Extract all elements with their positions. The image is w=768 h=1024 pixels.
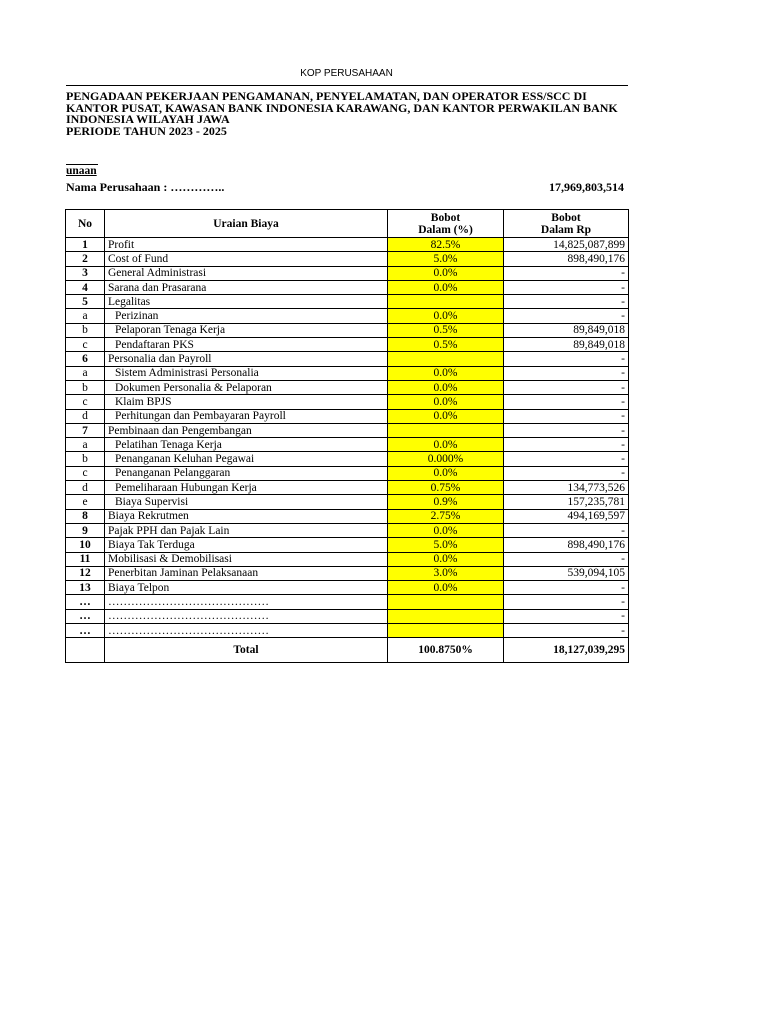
table-row	[66, 438, 629, 452]
row-desc: Sistem Administrasi Personalia	[105, 366, 388, 380]
row-pct	[388, 595, 504, 609]
row-desc: Penanganan Pelanggaran	[105, 466, 388, 480]
row-pct: 0.0%	[388, 280, 504, 294]
total-rp: 18,127,039,295	[504, 638, 629, 663]
table-body	[66, 238, 629, 638]
row-desc: Perizinan	[105, 309, 388, 323]
total-pct: 100.8750%	[388, 638, 504, 663]
row-desc: Pembinaan dan Pengembangan	[105, 423, 388, 437]
row-desc: Pelaporan Tenaga Kerja	[105, 323, 388, 337]
row-pct: 0.0%	[388, 552, 504, 566]
row-no: e	[66, 495, 105, 509]
row-pct: 0.9%	[388, 495, 504, 509]
row-desc: Cost of Fund	[105, 252, 388, 266]
total-no-cell	[66, 638, 105, 663]
row-pct: 0.0%	[388, 409, 504, 423]
row-no: 9	[66, 523, 105, 537]
row-desc: Penerbitan Jaminan Pelaksanaan	[105, 566, 388, 580]
row-rp: 494,169,597	[504, 509, 629, 523]
table-row	[66, 581, 629, 595]
row-pct: 0.75%	[388, 481, 504, 495]
table-row	[66, 509, 629, 523]
row-desc: Profit	[105, 238, 388, 252]
table-row	[66, 552, 629, 566]
table-row	[66, 481, 629, 495]
table-row	[66, 252, 629, 266]
company-label: Nama Perusahaan : …………..	[66, 180, 225, 194]
table-row	[66, 452, 629, 466]
row-desc: Biaya Tak Terduga	[105, 538, 388, 552]
table-row	[66, 538, 629, 552]
row-rp: -	[504, 552, 629, 566]
row-pct: 0.0%	[388, 466, 504, 480]
table-row	[66, 380, 629, 394]
row-desc: Legalitas	[105, 295, 388, 309]
header-rp-line1: Bobot	[551, 211, 581, 224]
table-row	[66, 366, 629, 380]
row-pct: 0.0%	[388, 309, 504, 323]
row-rp: 134,773,526	[504, 481, 629, 495]
table-row	[66, 352, 629, 366]
row-pct	[388, 423, 504, 437]
table-row	[66, 238, 629, 252]
document-title	[66, 91, 646, 137]
row-rp: -	[504, 423, 629, 437]
row-desc: Dokumen Personalia & Pelaporan	[105, 380, 388, 394]
row-pct: 0.0%	[388, 523, 504, 537]
table-row	[66, 595, 629, 609]
row-no: 5	[66, 295, 105, 309]
company-total: 17,969,803,514	[549, 180, 624, 194]
row-no: d	[66, 409, 105, 423]
header-pct-line1: Bobot	[430, 211, 461, 224]
title-line-3: INDONESIA WILAYAH JAWA	[66, 112, 230, 126]
row-no: 13	[66, 581, 105, 595]
row-no: c	[66, 395, 105, 409]
table-row	[66, 280, 629, 294]
row-rp: -	[504, 295, 629, 309]
row-rp: 89,849,018	[504, 338, 629, 352]
row-pct: 0.0%	[388, 581, 504, 595]
row-rp: 898,490,176	[504, 252, 629, 266]
row-desc: Biaya Telpon	[105, 581, 388, 595]
row-rp: -	[504, 466, 629, 480]
row-desc: Penanganan Keluhan Pegawai	[105, 452, 388, 466]
row-pct: 0.0%	[388, 438, 504, 452]
row-pct: 5.0%	[388, 538, 504, 552]
row-desc: Pemeliharaan Hubungan Kerja	[105, 481, 388, 495]
row-pct: 0.0%	[388, 395, 504, 409]
row-no: …	[66, 595, 105, 609]
row-pct	[388, 295, 504, 309]
row-no: a	[66, 309, 105, 323]
row-desc: Personalia dan Payroll	[105, 352, 388, 366]
header-rp	[504, 210, 629, 238]
row-no: 10	[66, 538, 105, 552]
row-desc: Klaim BPJS	[105, 395, 388, 409]
cut-off-text: unaan	[66, 165, 97, 177]
row-rp: 898,490,176	[504, 538, 629, 552]
table-row	[66, 609, 629, 623]
row-rp: -	[504, 395, 629, 409]
row-no: d	[66, 481, 105, 495]
row-no: c	[66, 338, 105, 352]
row-desc: Pajak PPH dan Pajak Lain	[105, 523, 388, 537]
table-row	[66, 423, 629, 437]
row-pct: 0.5%	[388, 338, 504, 352]
row-pct	[388, 352, 504, 366]
row-no: b	[66, 452, 105, 466]
row-rp: -	[504, 409, 629, 423]
row-no: c	[66, 466, 105, 480]
row-no: a	[66, 438, 105, 452]
row-no: b	[66, 380, 105, 394]
table-row	[66, 266, 629, 280]
row-pct	[388, 624, 504, 638]
row-desc: Perhitungan dan Pembayaran Payroll	[105, 409, 388, 423]
row-desc: ……………………………………	[105, 595, 388, 609]
table-row	[66, 309, 629, 323]
table-row	[66, 295, 629, 309]
row-pct: 0.0%	[388, 366, 504, 380]
cost-table	[65, 209, 629, 663]
row-rp: -	[504, 266, 629, 280]
table-row	[66, 495, 629, 509]
row-desc: Biaya Rekrutmen	[105, 509, 388, 523]
row-no: …	[66, 624, 105, 638]
row-desc: Biaya Supervisi	[105, 495, 388, 509]
total-label: Total	[105, 638, 388, 663]
row-no: 12	[66, 566, 105, 580]
row-desc: ……………………………………	[105, 609, 388, 623]
row-rp: -	[504, 595, 629, 609]
row-desc: ……………………………………	[105, 624, 388, 638]
row-rp: 539,094,105	[504, 566, 629, 580]
row-pct: 0.0%	[388, 380, 504, 394]
row-desc: Mobilisasi & Demobilisasi	[105, 552, 388, 566]
table-row	[66, 395, 629, 409]
header-no: No	[66, 210, 105, 238]
row-rp: -	[504, 366, 629, 380]
row-rp: 14,825,087,899	[504, 238, 629, 252]
title-line-4: PERIODE TAHUN 2023 - 2025	[66, 123, 227, 138]
row-no: a	[66, 366, 105, 380]
row-no: 11	[66, 552, 105, 566]
title-line-1: PENGADAAN PEKERJAAN PENGAMANAN, PENYELAMATAN, DAN OPERATOR ESS/SCC DI	[66, 89, 587, 103]
row-rp: -	[504, 280, 629, 294]
row-rp: -	[504, 438, 629, 452]
row-rp: -	[504, 452, 629, 466]
table-row	[66, 323, 629, 337]
row-rp: -	[504, 309, 629, 323]
row-rp: -	[504, 380, 629, 394]
table-row	[66, 566, 629, 580]
table-row	[66, 624, 629, 638]
row-desc: Pelatihan Tenaga Kerja	[105, 438, 388, 452]
row-desc: General Administrasi	[105, 266, 388, 280]
row-no: 7	[66, 423, 105, 437]
row-no: 1	[66, 238, 105, 252]
row-no: b	[66, 323, 105, 337]
header-desc: Uraian Biaya	[105, 210, 388, 238]
row-no: 4	[66, 280, 105, 294]
row-pct: 5.0%	[388, 252, 504, 266]
table-row	[66, 466, 629, 480]
table-row	[66, 338, 629, 352]
row-no: 8	[66, 509, 105, 523]
row-pct: 2.75%	[388, 509, 504, 523]
row-no: 6	[66, 352, 105, 366]
row-rp: -	[504, 523, 629, 537]
table-row	[66, 409, 629, 423]
header-divider	[66, 85, 628, 86]
row-no: 3	[66, 266, 105, 280]
row-rp: -	[504, 624, 629, 638]
total-row	[66, 638, 629, 663]
row-rp: 157,235,781	[504, 495, 629, 509]
table-header-row	[66, 210, 629, 238]
header-pct	[388, 210, 504, 238]
kop-perusahaan: KOP PERUSAHAAN	[300, 68, 393, 79]
row-pct: 0.000%	[388, 452, 504, 466]
table-row	[66, 523, 629, 537]
row-pct: 82.5%	[388, 238, 504, 252]
row-pct	[388, 609, 504, 623]
row-desc: Sarana dan Prasarana	[105, 280, 388, 294]
row-pct: 0.5%	[388, 323, 504, 337]
row-pct: 0.0%	[388, 266, 504, 280]
title-line-2: KANTOR PUSAT, KAWASAN BANK INDONESIA KARAWANG, DAN KANTOR PERWAKILAN BANK	[66, 100, 618, 115]
row-no: 2	[66, 252, 105, 266]
header-pct-line2: Dalam (%)	[418, 223, 473, 236]
row-desc: Pendaftaran PKS	[105, 338, 388, 352]
row-no: …	[66, 609, 105, 623]
row-rp: -	[504, 609, 629, 623]
row-rp: -	[504, 352, 629, 366]
row-rp: -	[504, 581, 629, 595]
row-rp: 89,849,018	[504, 323, 629, 337]
header-rp-line2: Dalam Rp	[540, 223, 592, 236]
row-pct: 3.0%	[388, 566, 504, 580]
